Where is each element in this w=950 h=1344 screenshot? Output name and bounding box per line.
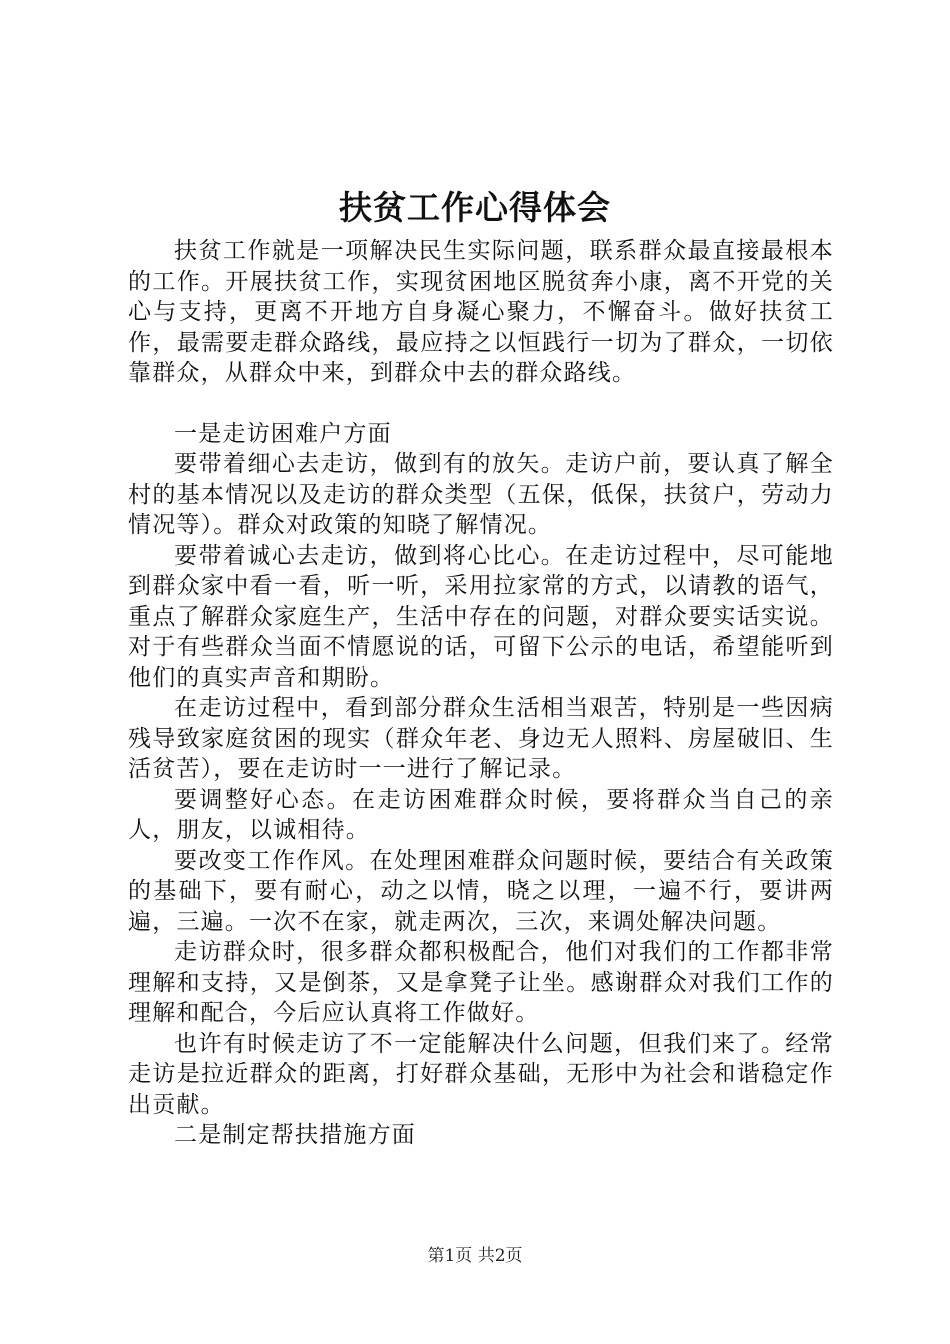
body-paragraph: 走访群众时，很多群众都积极配合，他们对我们的工作都非常理解和支持，又是倒茶，又是拿凳子让坐。感谢群众对我们工作的理解和配合，今后应认真将工作做好。: [128, 939, 834, 1026]
body-paragraph: 要带着细心去走访，做到有的放矢。走访户前，要认真了解全村的基本情况以及走访的群众类型（五保，低保，扶贫户，劳动力情况等）。群众对政策的知晓了解情况。: [128, 451, 834, 538]
document-body: [128, 236, 834, 1151]
section-heading-visits: 一是走访困难户方面: [174, 420, 392, 447]
body-paragraph: 要带着诚心去走访，做到将心比心。在走访过程中，尽可能地到群众家中看一看，听一听，采用拉家常的方式，以请教的语气，重点了解群众家庭生产，生活中存在的问题，对群众要实话实说。对于有些群众当面不情愿说的话，可留下公示的电话，希望能听到他们的真实声音和期盼。: [128, 542, 834, 691]
document-title: 扶贫工作心得体会: [339, 188, 611, 227]
intro-paragraph: 扶贫工作就是一项解决民生实际问题，联系群众最直接最根本的工作。开展扶贫工作，实现贫困地区脱贫奔小康，离不开党的关心与支持，更离不开地方自身凝心聚力，不懈奋斗。做好扶贫工作，最需要走群众路线，最应持之以恒践行一切为了群众，一切依靠群众，从群众中来，到群众中去的群众路线。: [128, 238, 834, 386]
body-paragraph: 要调整好心态。在走访困难群众时候，要将群众当自己的亲人，朋友，以诚相待。: [128, 786, 834, 843]
body-paragraph: 也许有时候走访了不一定能解决什么问题，但我们来了。经常走访是拉近群众的距离，打好群众基础，无形中为社会和谐稳定作出贡献。: [128, 1030, 834, 1118]
body-paragraph: 在走访过程中，看到部分群众生活相当艰苦，特别是一些因病残导致家庭贫困的现实（群众年老、身边无人照料、房屋破旧、生活贫苦），要在走访时一一进行了解记录。: [128, 695, 834, 782]
page-footer: 第1页 共2页: [427, 1246, 523, 1266]
section-heading-measures: 二是制定帮扶措施方面: [174, 1122, 416, 1148]
body-paragraph: 要改变工作作风。在处理困难群众问题时候，要结合有关政策的基础下，要有耐心，动之以情，晓之以理，一遍不行，要讲两遍，三遍。一次不在家，就走两次，三次，来调处解决问题。: [128, 847, 834, 935]
